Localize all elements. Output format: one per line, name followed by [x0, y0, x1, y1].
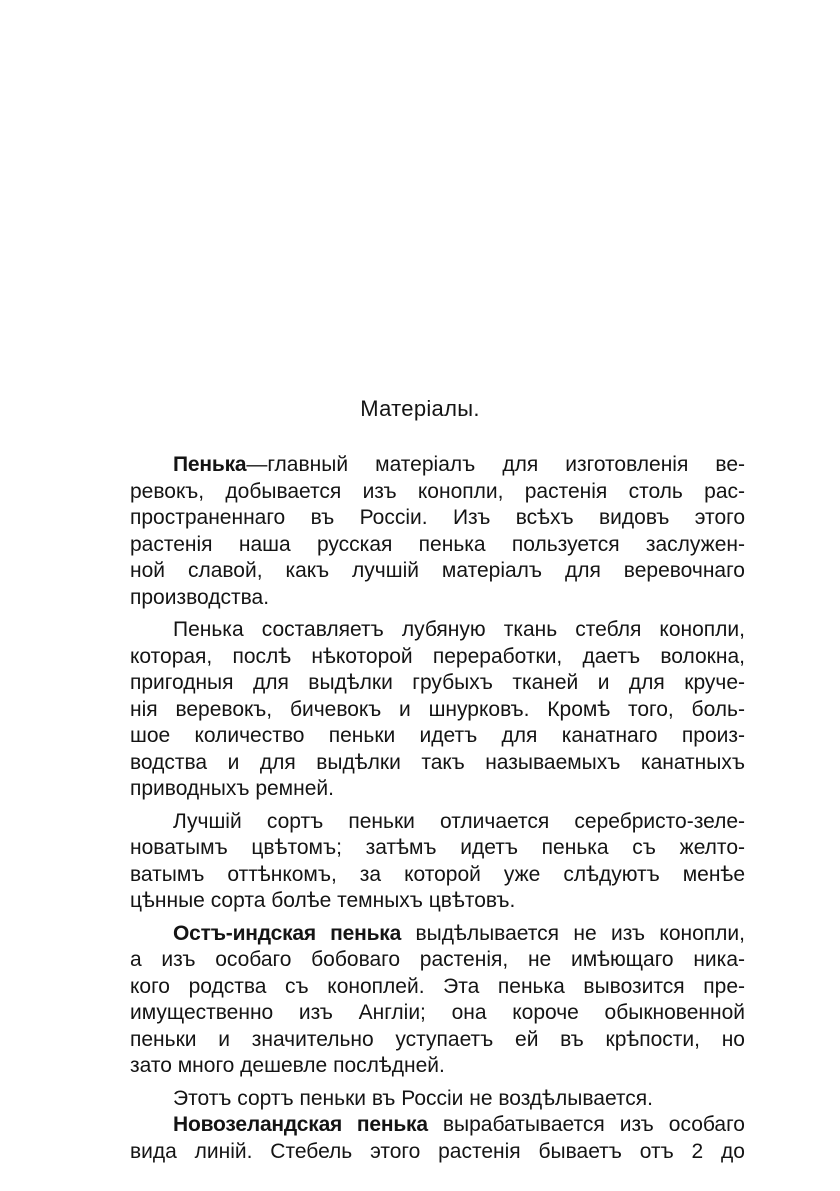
paragraph-hemp — [130, 452, 745, 611]
text-line: ной славой, какъ лучшій матеріалъ для веревочнаго — [130, 559, 745, 582]
text-line — [130, 1112, 745, 1139]
paragraph-not-cultivated — [130, 1086, 745, 1113]
text-line: пригодныя для выдѣлки грубыхъ тканей и для круче- — [130, 671, 745, 694]
line-text: вырабатывается изъ особаго — [427, 1113, 745, 1136]
text-line: производства. — [130, 585, 270, 609]
text-line: водства и для выдѣлки такъ называемыхъ канатныхъ — [130, 750, 745, 774]
text-line: приводныхъ ремней. — [130, 777, 334, 800]
text-line: которая, послѣ нѣкоторой переработки, даетъ волокна, — [130, 644, 745, 668]
paragraph-east-indian-hemp — [130, 921, 745, 1080]
text-line — [130, 452, 745, 479]
text-line: кого родства съ коноплей. Эта пенька вывозится пре- — [130, 974, 745, 998]
paragraph-hemp-grades — [130, 809, 745, 915]
text-line: новатымъ цвѣтомъ; затѣмъ идетъ пенька съ желто- — [130, 836, 745, 859]
paragraph-new-zealand-hemp — [130, 1112, 745, 1165]
text-line: ревокъ, добывается изъ конопли, растенія столь рас- — [130, 479, 745, 503]
text-line: зато много дешевле послѣдней. — [130, 1054, 445, 1077]
text-line: ватымъ оттѣнкомъ, за которой уже слѣдуютъ менѣе — [130, 862, 745, 886]
text-line: пространеннаго въ Россіи. Изъ всѣхъ видовъ этого — [130, 506, 745, 529]
line-text: выдѣлывается не изъ конопли, — [401, 921, 745, 945]
term-hemp: Пенька — [173, 453, 247, 476]
text-line: пеньки и значительно уступаетъ ей въ крѣпости, но — [130, 1027, 745, 1051]
text-line: Лучшій сортъ пеньки отличается серебристо-зеле- — [173, 809, 745, 833]
paragraph-hemp-fiber — [130, 617, 745, 803]
text-line: Пенька составляетъ лубяную ткань стебля конопли, — [173, 618, 745, 641]
page-title: Матеріалы. — [360, 396, 480, 421]
text-line: вида линій. Стебель этого растенія бываетъ отъ 2 до — [130, 1139, 745, 1163]
text-line — [130, 921, 745, 948]
text-line: растенія наша русская пенька пользуется заслужен- — [130, 532, 745, 556]
text-line: а изъ особаго бобоваго растенія, не имѣющаго ника- — [130, 948, 745, 971]
text-line: цѣнные сорта болѣе темныхъ цвѣтовъ. — [130, 889, 516, 912]
term-east-indian-hemp: Остъ-индская пенька — [173, 921, 402, 945]
text-line: имущественно изъ Англіи; она короче обыкновенной — [130, 1001, 745, 1024]
term-new-zealand-hemp: Новозеландская пенька — [173, 1113, 428, 1136]
body-text — [130, 452, 745, 1165]
text-line: Этотъ сортъ пеньки въ Россіи не воздѣлывается. — [173, 1086, 654, 1110]
text-line: шое количество пеньки идетъ для канатнаго произ- — [130, 724, 745, 747]
line-text: —главный матеріалъ для изготовленія ве- — [246, 453, 745, 476]
text-line: нія веревокъ, бичевокъ и шнурковъ. Кромѣ того, боль- — [130, 697, 745, 721]
